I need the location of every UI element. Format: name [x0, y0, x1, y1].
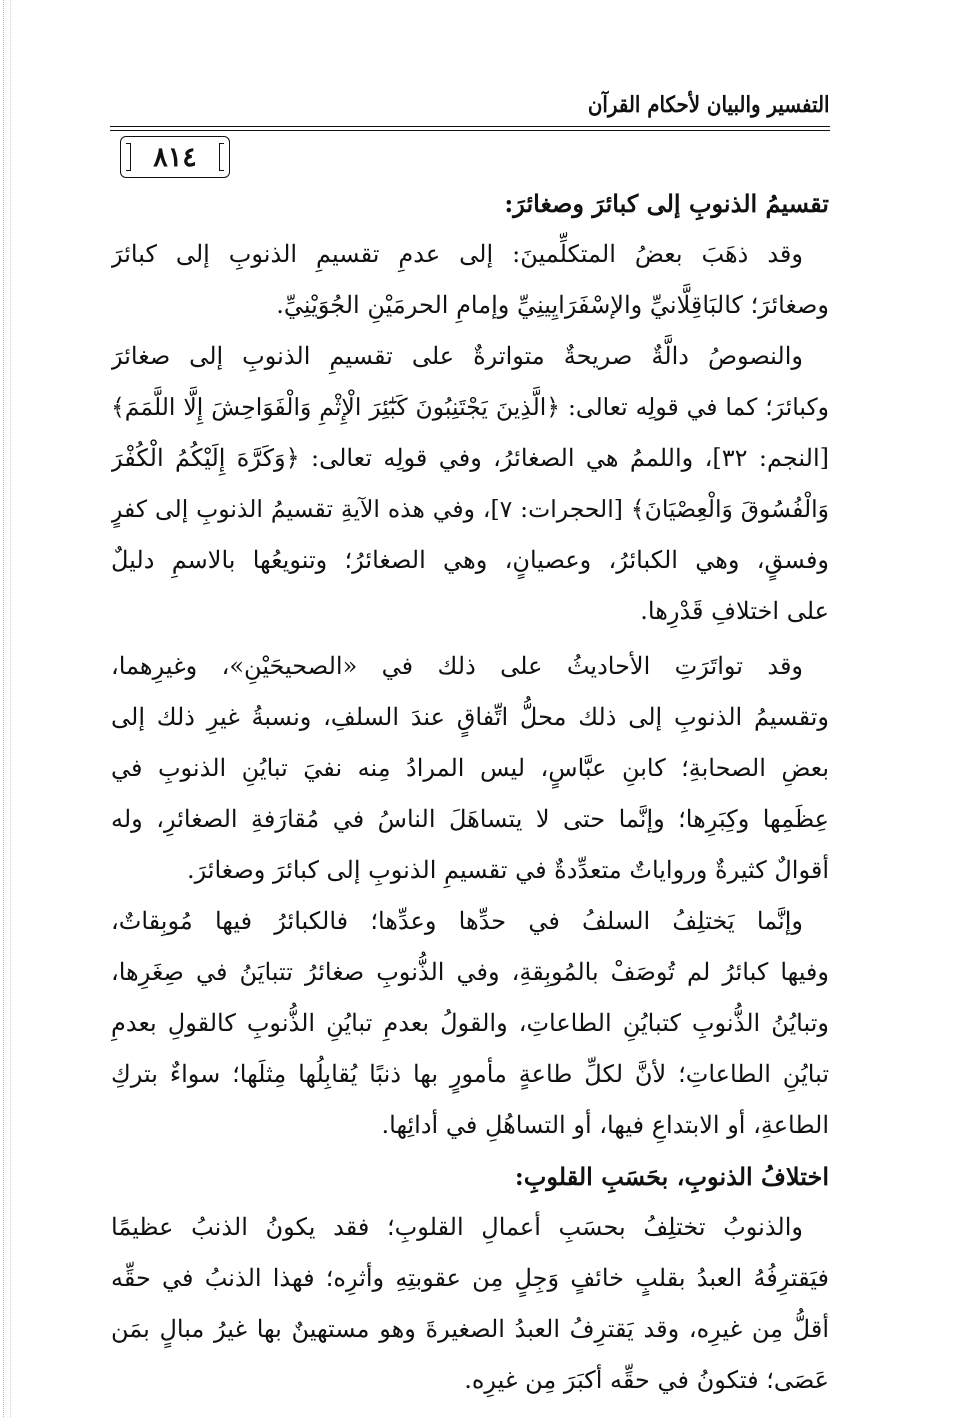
- page-header: [110, 88, 830, 173]
- text-line: والنصوصُ دالَّةٌ صريحةٌ متواترةٌ على تقسيمِ الذنوبِ إلى صغائرَ: [111, 342, 803, 370]
- text-line: وكبائرَ؛ كما في قولِه تعالى: ﴿الَّذِينَ يَجْتَنِبُونَ كَبَٰٓئِرَ الْإِثْمِ وَالْفَوَاحِشَ إِلَّا اللَّمَمَ﴾: [111, 393, 829, 421]
- page-body: [111, 178, 829, 1406]
- text-line: وتبايُنُ الذُّنوبِ كتبايُنِ الطاعاتِ، والقولُ بعدمِ تبايُنِ الذُّنوبِ كالقولِ بعدمِ: [111, 1009, 829, 1037]
- text-line: فيَقترِفُهُ العبدُ بقلبٍ خائفٍ وَجِلٍ مِن عقوبتِهِ وأثرِه؛ فهذا الذنبُ في حقِّه: [111, 1264, 829, 1292]
- text-line: وصغائرَ؛ كالبَاقِلَّانيِّ والإسْفَرَايِينِيِّ وإمامِ الحرمَيْنِ الجُوَيْنِيِّ.: [276, 291, 829, 319]
- text-line: وإنَّما يَختلِفُ السلفُ في حدِّها وعدِّها؛ فالكبائرُ فيها مُوبِقاتٌ،: [111, 907, 803, 935]
- text-line: [النجم: ٣٢]، واللممُ هي الصغائرُ، وفي قولِه تعالى: ﴿وَكَرَّهَ إِلَيْكُمُ الْكُفْرَ: [111, 444, 829, 472]
- text-line: وقد ذهَبَ بعضُ المتكلِّمينَ: إلى عدمِ تقسيمِ الذنوبِ إلى كبائرَ: [111, 240, 803, 268]
- text-line: وفسقٍ، وهي الكبائرُ، وعصيانٍ، وهي الصغائرُ؛ وتنويعُها بالاسمِ دليلٌ: [111, 546, 829, 574]
- running-title: التفسير والبيان لأحكام القرآن: [588, 92, 830, 118]
- section-heading: اختلافُ الذنوبِ، بحَسَبِ القلوبِ:: [514, 1162, 829, 1191]
- page-number: ٨١٤: [120, 136, 230, 178]
- text-line: عِظَمِها وكِبَرِها؛ وإنَّما حتى لا يتساهَلَ الناسُ في مُقارَفةِ الصغائرِ، وله: [111, 805, 829, 833]
- text-line: أقوالٌ كثيرةٌ ورواياتٌ متعدِّدةٌ في تقسيمِ الذنوبِ إلى كبائرَ وصغائرَ.: [186, 856, 829, 884]
- text-line: تبايُنِ الطاعاتِ؛ لأنَّ لكلِّ طاعةٍ مأمورٍ بها ذنبًا يُقابِلُها مِثلَها؛ سواءٌ بتركِ: [111, 1060, 829, 1088]
- header-rule-thin: [110, 130, 830, 131]
- scan-edge-artifact: [3, 0, 8, 1417]
- text-line: والذنوبُ تختلِفُ بحسَبِ أعمالِ القلوبِ؛ فقد يكونُ الذنبُ عظيمًا: [111, 1213, 803, 1241]
- text-line: على اختلافِ قَدْرِها.: [640, 597, 829, 625]
- text-line: بعضِ الصحابةِ؛ كابنِ عبَّاسٍ، ليس المرادُ مِنه نفيَ تبايُنِ الذنوبِ في: [111, 754, 829, 782]
- text-line: وَالْفُسُوقَ وَالْعِصْيَانَ﴾ [الحجرات: ٧]، وفي هذه الآيةِ تقسيمُ الذنوبِ إلى كفرٍ: [111, 495, 829, 523]
- section-heading: تقسيمُ الذنوبِ إلى كبائرَ وصغائرَ:: [504, 189, 829, 218]
- text-line: الطاعةِ، أو الابتداعِ فيها، أو التساهُلِ في أدائِها.: [381, 1111, 829, 1139]
- text-line: عَصَى؛ فتكونُ في حقِّه أكبَرَ مِن غيرِه.: [464, 1366, 829, 1394]
- text-line: وتقسيمُ الذنوبِ إلى ذلك محلُّ اتِّفاقٍ عندَ السلفِ، ونسبةُ غيرِ ذلك إلى: [111, 703, 829, 731]
- text-line: أقلُّ مِن غيرِه، وقد يَقترِفُ العبدُ الصغيرةَ وهو مستهينٌ بها غيرُ مبالٍ بمَن: [111, 1315, 829, 1343]
- text-line: وفيها كبائرُ لم تُوصَفْ بالمُوبِقةِ، وفي الذُّنوبِ صغائرُ تتبايَنُ في صِغَرِها،: [111, 958, 829, 986]
- scan-edge-artifact: [10, 0, 15, 1417]
- text-line: وقد تواتَرَتِ الأحاديثُ على ذلك في «الصحيحَيْنِ»، وغيرِهما،: [111, 652, 804, 680]
- header-rule: [110, 126, 830, 127]
